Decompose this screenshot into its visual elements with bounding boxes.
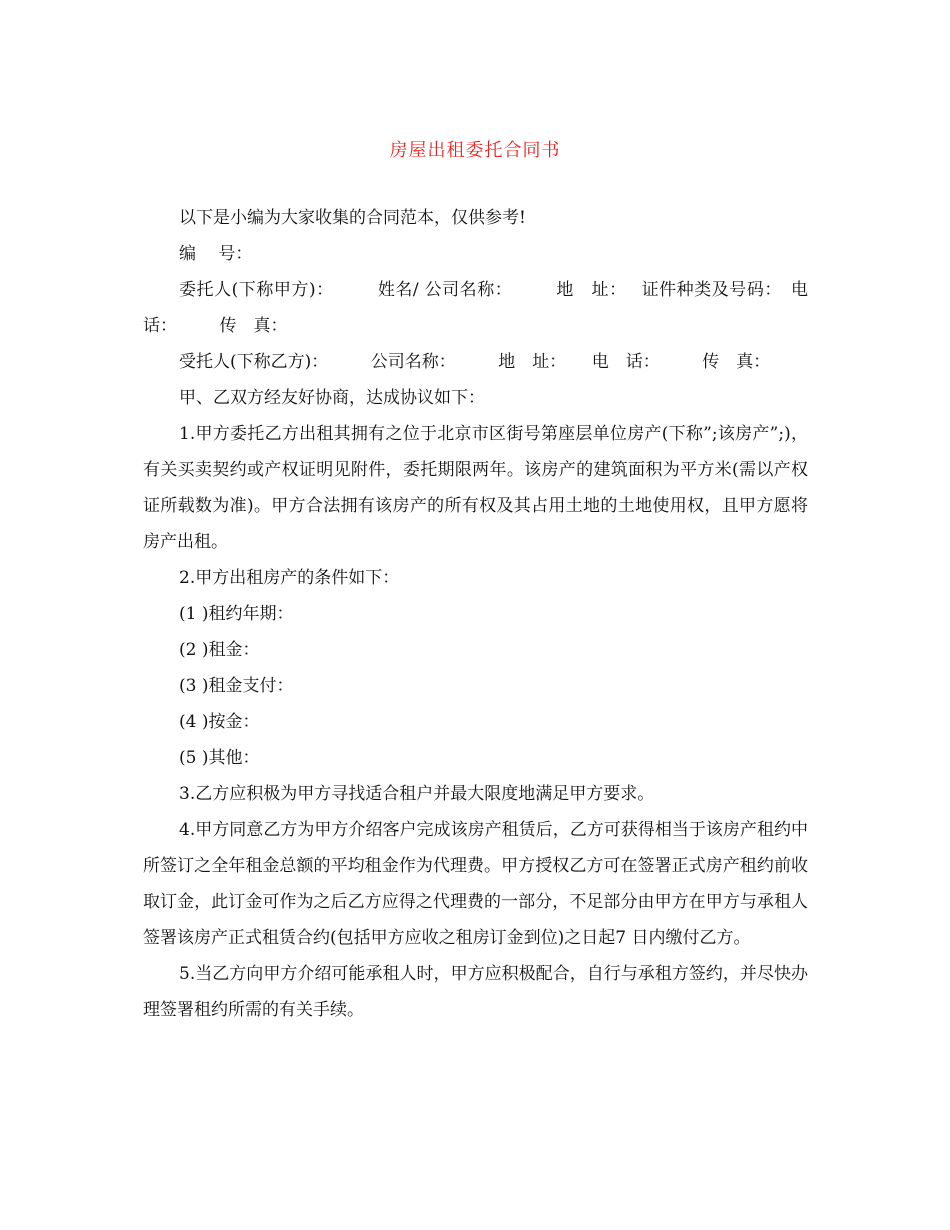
contract-number-line: 编 号： xyxy=(179,244,253,264)
clause-2: 2.甲方出租房产的条件如下： xyxy=(179,568,400,588)
clause-1: 1.甲方委托乙方出租其拥有之位于北京市区街号第座层单位房产(下称”;该房产”;)，有关买卖契约或产权证明见附件，委托期限两年。该房产的建筑面积为平方米(需以产权证所载数为准)。甲方合法拥有该房产的所有权及其占用土地的土地使用权，且甲方愿将房产出租。 xyxy=(143,424,808,552)
clause-4: 4.甲方同意乙方为甲方介绍客户完成该房产租赁后，乙方可获得相当于该房产租约中所签订之全年租金总额的平均租金作为代理费。甲方授权乙方可在签署正式房产租约前收取订金，此订金可作为之后乙方应得之代理费的一部分，不足部分由甲方在甲方与承租人签署该房产正式租赁合约(包括甲方应收之租房订金到位)之日起7 日内缴付乙方。 xyxy=(143,820,808,948)
intro-paragraph: 以下是小编为大家收集的合同范本，仅供参考! xyxy=(179,208,526,228)
party-a-info: 委托人(下称甲方)： 姓名/ 公司名称： 地 址： 证件种类及号码： 电 话： 传 真： xyxy=(143,280,825,336)
party-b-info: 受托人(下称乙方)： 公司名称： 地 址： 电 话： 传 真： xyxy=(179,352,771,372)
clause-2-item-1: (1 )租约年期： xyxy=(179,604,294,624)
clause-2-item-2: (2 )租金： xyxy=(179,640,260,660)
clause-5: 5.当乙方向甲方介绍可能承租人时，甲方应积极配合，自行与承租方签约，并尽快办理签署租约所需的有关手续。 xyxy=(143,964,808,1020)
clause-2-item-5: (5 )其他： xyxy=(179,748,260,768)
clause-3: 3.乙方应积极为甲方寻找适合租户并最大限度地满足甲方要求。 xyxy=(179,784,655,804)
clause-2-item-3: (3 )租金支付： xyxy=(179,676,294,696)
clause-2-item-4: (4 )按金： xyxy=(179,712,260,732)
document-body xyxy=(143,200,825,1028)
document-title: 房屋出租委托合同书 xyxy=(389,140,561,161)
agreement-intro: 甲、乙双方经友好协商，达成协议如下： xyxy=(179,388,485,408)
